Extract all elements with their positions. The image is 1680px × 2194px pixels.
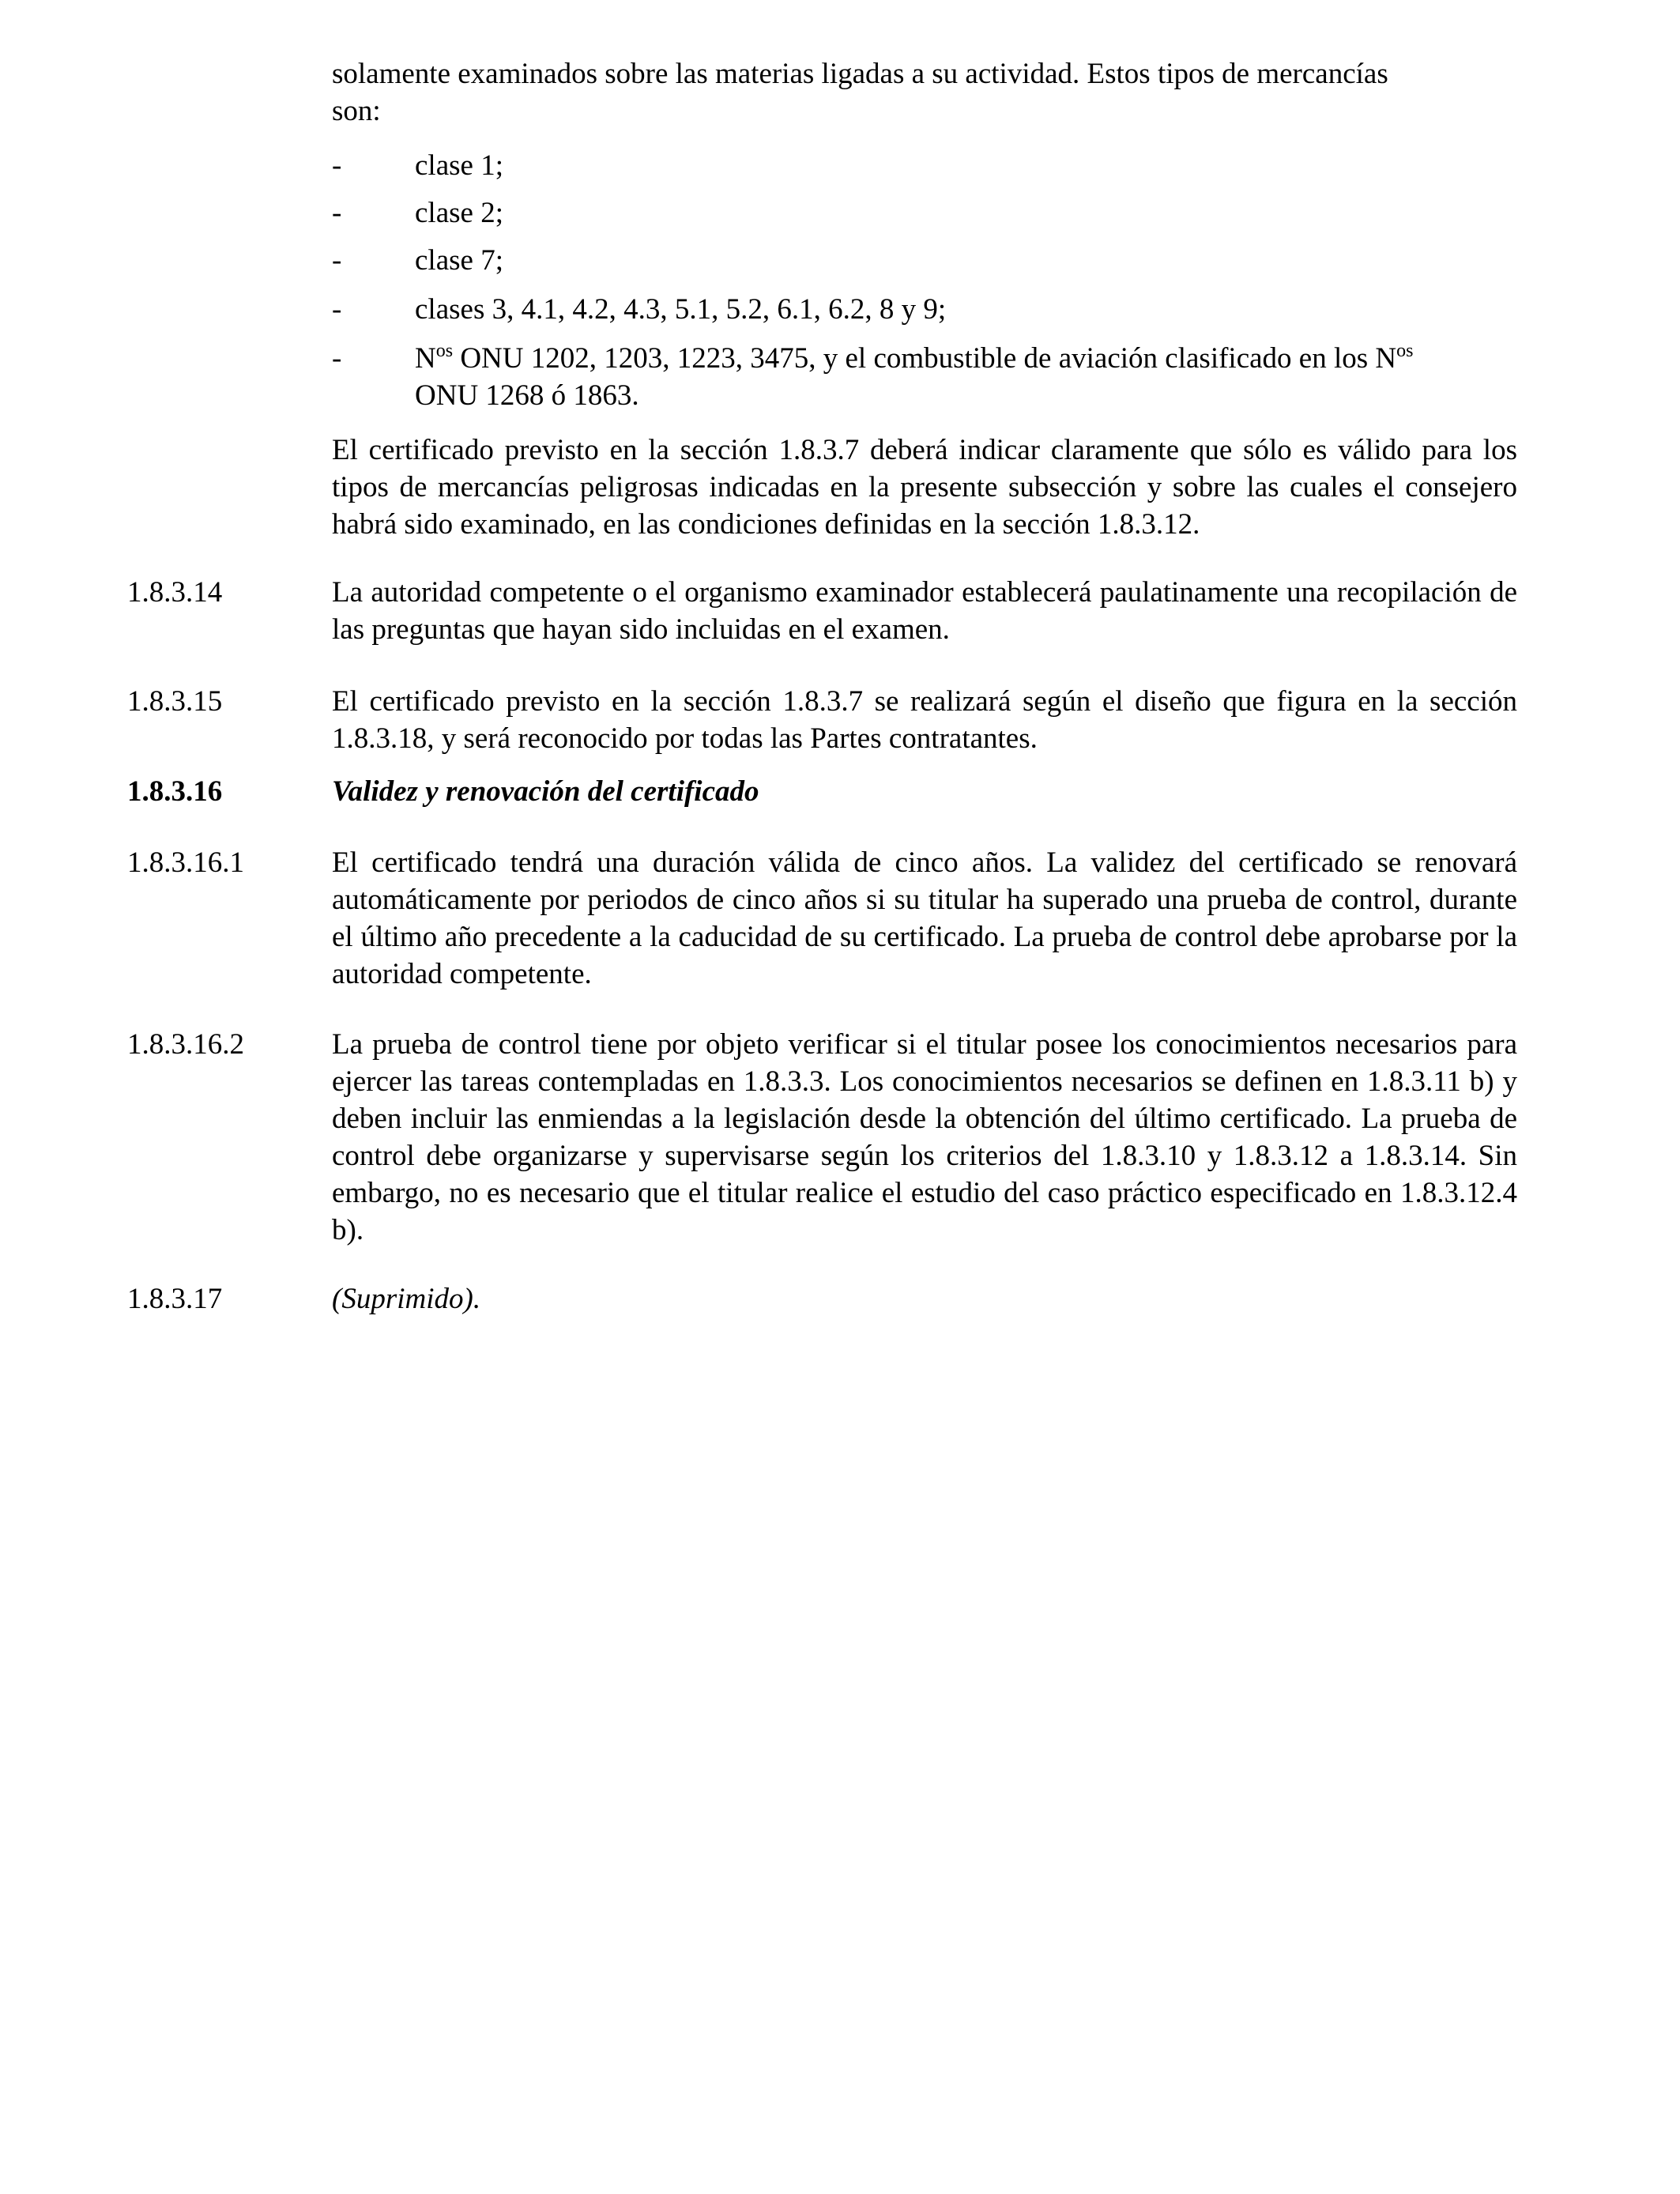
list-item: clase 2;	[415, 197, 503, 229]
section-text: El certificado previsto en la sección 1.8.3.7 se realizará según el diseño que figura en la sección 1.8.3.18, y será reconocido por todas las Partes contratantes.	[332, 685, 1517, 755]
section-text: (Suprimido).	[332, 1283, 481, 1315]
section-text: La prueba de control tiene por objeto verificar si el titular posee los conocimientos necesarios para ejercer las tareas contempladas en 1.8.3.3. Los conocimientos necesarios se definen en 1.8.3.11 b) y deben incluir las enmiendas a la legislación desde la obtención del último certificado. La prueba de control debe organizarse y supervisarse según los criterios del 1.8.3.10 y 1.8.3.12 a 1.8.3.14. Sin embargo, no es necesario que el titular realice el estudio del caso práctico especificado en 1.8.3.12.4 b).	[332, 1028, 1517, 1246]
onu-n-sup-2: os	[1396, 341, 1414, 361]
list-item: clase 1;	[415, 149, 503, 182]
section-heading-title: Validez y renovación del certificado	[332, 775, 759, 808]
intro-line-1: solamente examinados sobre las materias ligadas a su actividad. Estos tipos de mercancías	[332, 58, 1388, 90]
list-dash: -	[332, 149, 342, 182]
section-heading-number: 1.8.3.16	[127, 775, 223, 808]
onu-part-1: ONU 1202, 1203, 1223, 3475, y el combustible de aviación clasificado en los N	[453, 342, 1397, 375]
section-number: 1.8.3.17	[127, 1283, 223, 1315]
section-text: La autoridad competente o el organismo examinador establecerá paulatinamente una recopilación de las preguntas que hayan sido incluidas en el examen.	[332, 576, 1517, 646]
section-number: 1.8.3.16.1	[127, 846, 244, 879]
list-dash: -	[332, 197, 342, 229]
section-number: 1.8.3.14	[127, 576, 223, 609]
intro-line-2: son:	[332, 95, 381, 127]
section-text: El certificado tendrá una duración válida de cinco años. La validez del certificado se renovará automáticamente por periodos de cinco años si su titular ha superado una prueba de control, durante el último año precedente a la caducidad de su certificado. La prueba de control debe aprobarse por la autoridad competente.	[332, 846, 1517, 990]
list-item-onu	[415, 340, 1517, 414]
certificate-paragraph: El certificado previsto en la sección 1.8.3.7 deberá indicar claramente que sólo es válido para los tipos de mercancías peligrosas indicadas en la presente subsección y sobre las cuales el consejero habrá sido examinado, en las condiciones definidas en la sección 1.8.3.12.	[332, 434, 1517, 541]
section-number: 1.8.3.15	[127, 685, 223, 718]
onu-n-sup: os	[435, 341, 454, 361]
list-item: clases 3, 4.1, 4.2, 4.3, 5.1, 5.2, 6.1, 6.2, 8 y 9;	[415, 293, 947, 326]
onu-line-2: ONU 1268 ó 1863.	[415, 379, 639, 412]
section-number: 1.8.3.16.2	[127, 1028, 244, 1061]
list-dash: -	[332, 342, 342, 375]
list-dash: -	[332, 244, 342, 277]
list-dash: -	[332, 293, 342, 326]
onu-n-prefix: N	[415, 342, 436, 375]
list-item: clase 7;	[415, 244, 503, 277]
